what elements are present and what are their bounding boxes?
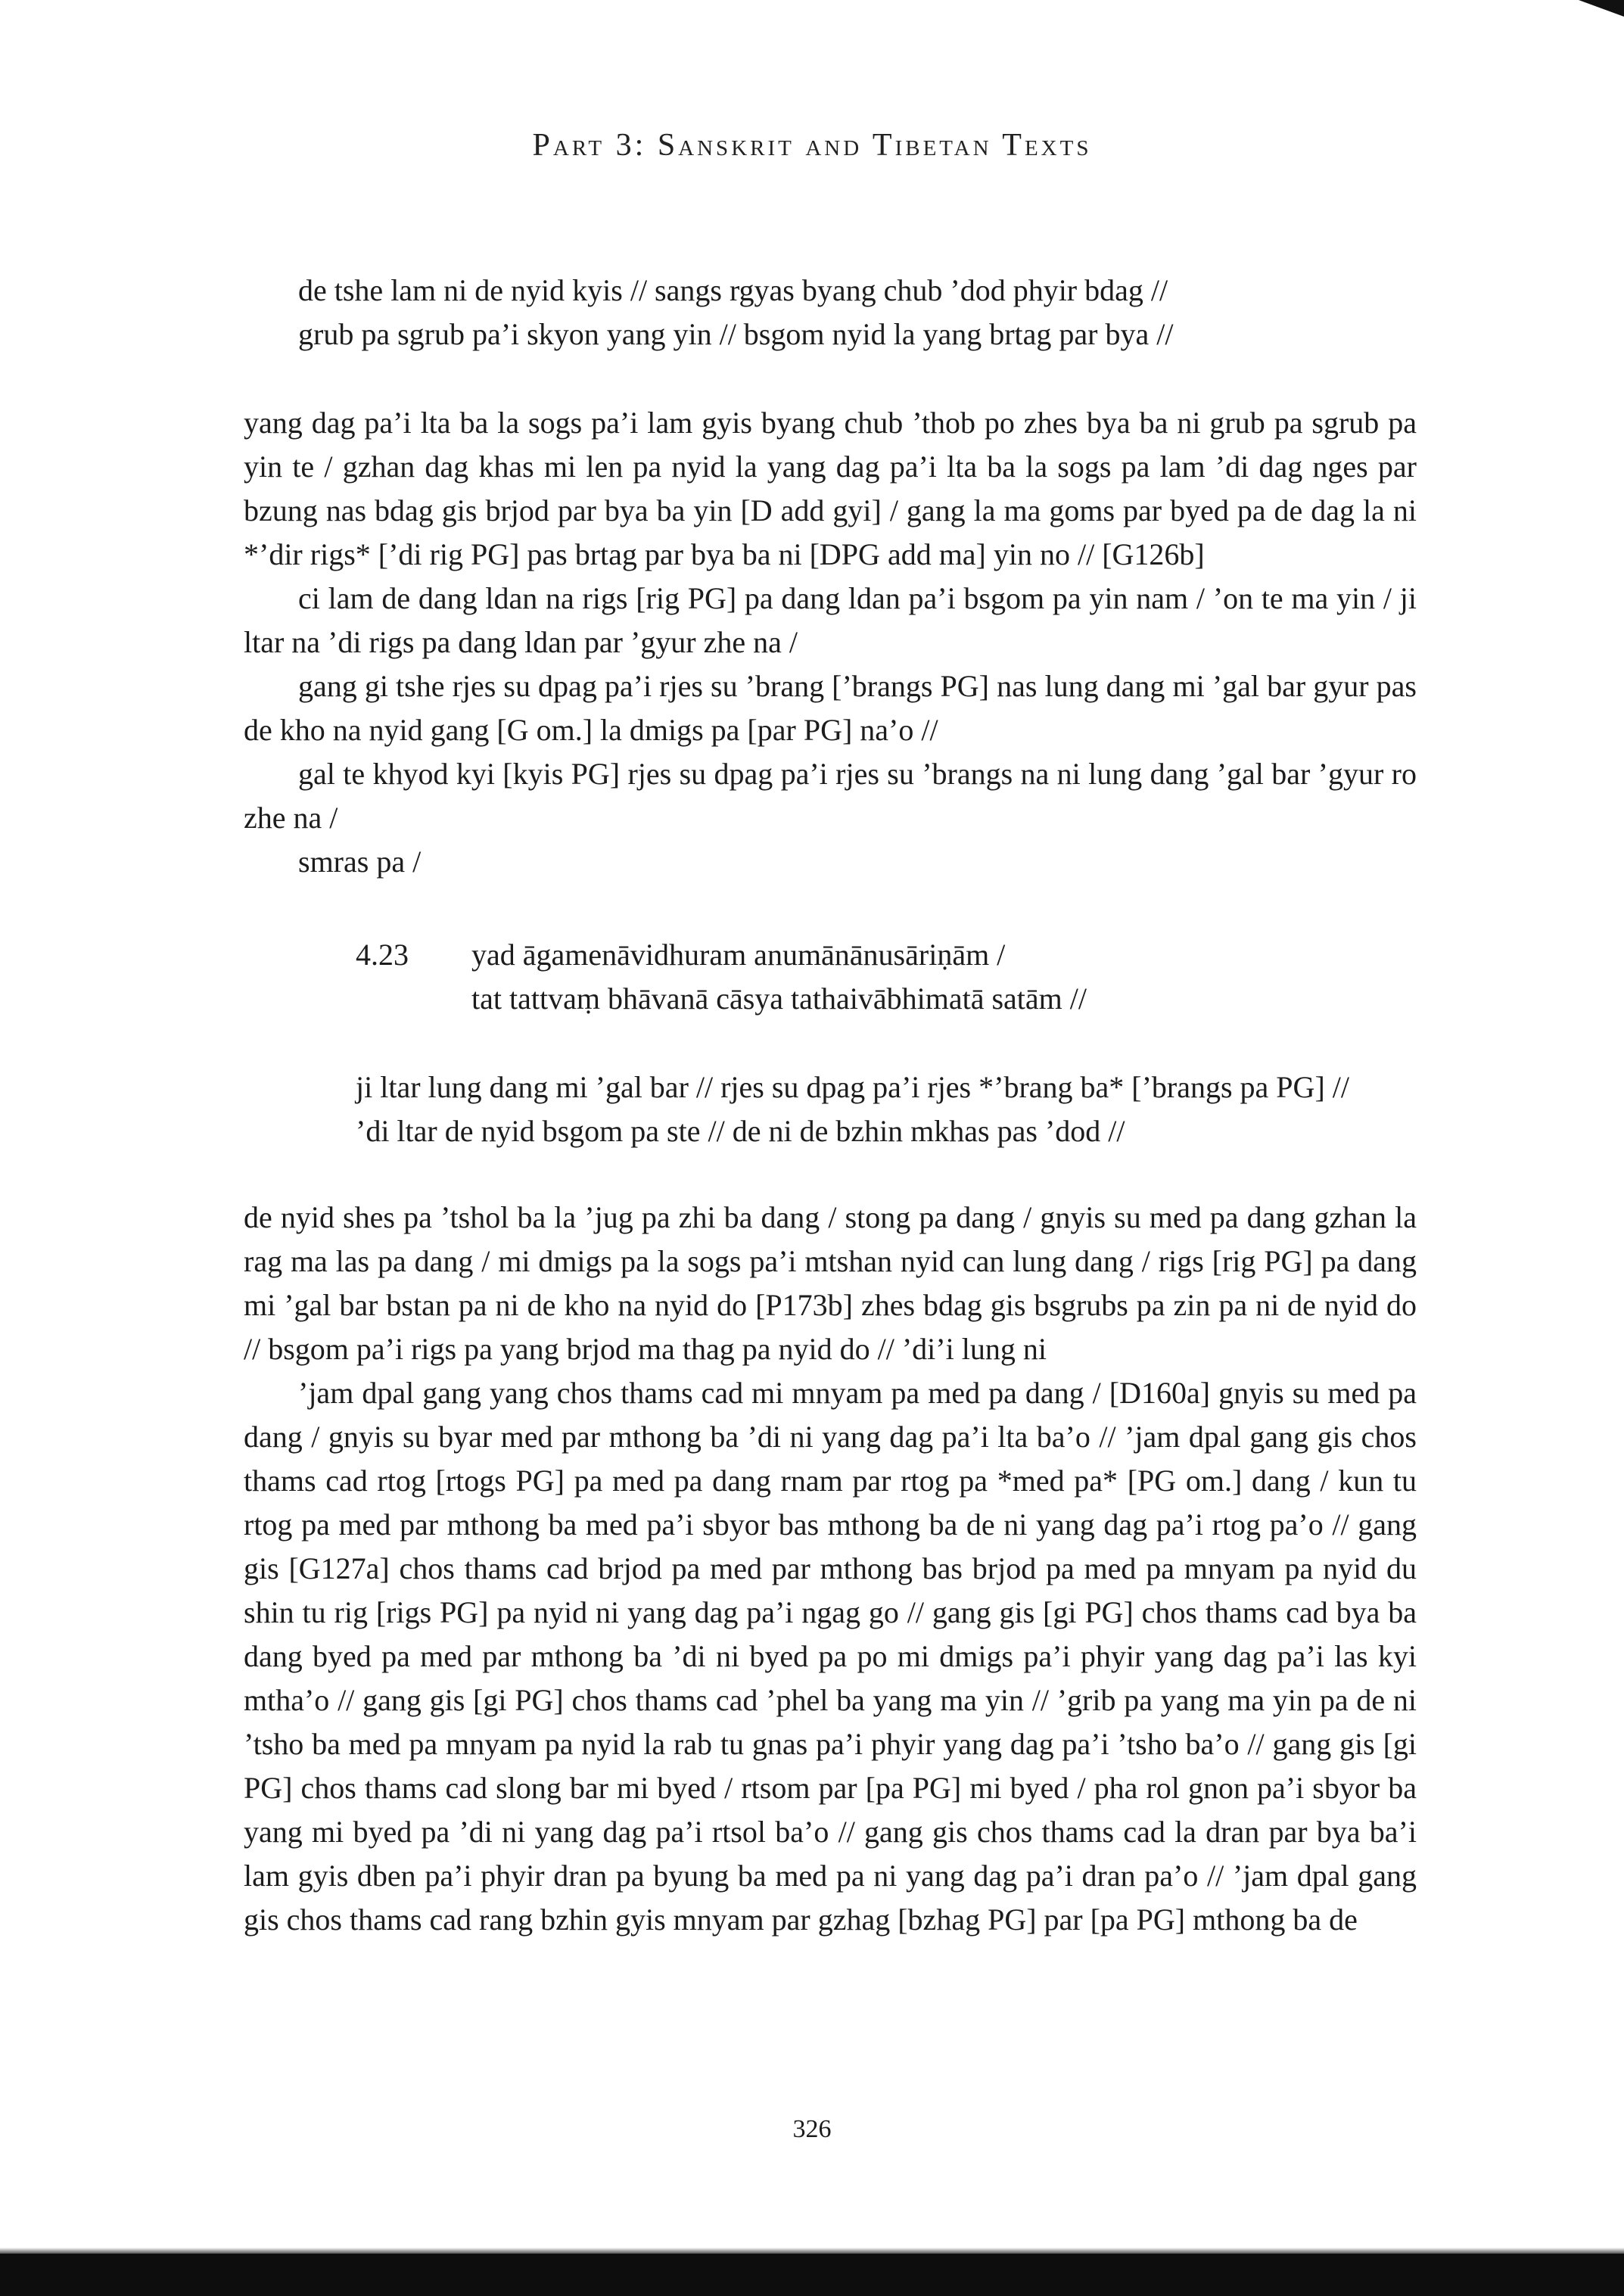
scan-border bbox=[0, 2254, 1624, 2296]
verse-mid bbox=[356, 1066, 1476, 1153]
verse-line: de tshe lam ni de nyid kyis // sangs rgyas byang chub ’dod phyir bdag // bbox=[298, 273, 1168, 307]
running-head: Part 3: Sanskrit and Tibetan Texts bbox=[532, 128, 1092, 163]
verse-line: ’di ltar de nyid bsgom pa ste // de ni de bzhin mkhas pas ’dod // bbox=[356, 1114, 1125, 1148]
verse-line: ji ltar lung dang mi ’gal bar // rjes su dpag pa’i rjes *’brang ba* [’brangs pa PG] // bbox=[356, 1070, 1349, 1104]
sanskrit-verse bbox=[356, 933, 1415, 1021]
paragraph: ’jam dpal gang yang chos thams cad mi mnyam pa med pa dang / [D160a] gnyis su med pa dang / gnyis su byar med par mthong ba ’di ni yang dag pa’i lta ba’o // ’jam dpal gang gis chos thams cad rtog [rtogs PG] pa med pa dang rnam par rtog pa *med pa* [PG om.] dang / kun tu rtog pa med par mthong ba med pa’i sbyor bas mthong ba de ni yang dag pa’i rtog pa’o // gang gis [G127a] chos thams cad brjod pa med par mthong bas brjod pa med pa mnyam pa nyid du shin tu rig [rigs PG] pa nyid ni yang dag pa’i ngag go // gang gis [gi PG] chos thams cad bya ba dang byed pa med par mthong ba ’di ni byed pa po mi dmigs pa’i phyir yang dag pa’i las kyi mtha’o // gang gis [gi PG] chos thams cad ’phel ba yang ma yin // ’grib pa yang ma yin pa de ni ’tsho ba med pa mnyam pa nyid la rab tu gnas pa’i phyir yang dag pa’i ’tsho ba’o // gang gis [gi PG] chos thams cad slong bar mi byed / rtsom par [pa PG] mi byed / pha rol gnon pa’i sbyor ba yang mi byed pa ’di ni yang dag pa’i rtsol ba’o // gang gis chos thams cad la dran par bya ba’i lam gyis dben pa’i phyir dran pa byung ba med pa ni yang dag pa’i dran pa’o // ’jam dpal gang gis chos thams cad rang bzhin gyis mnyam par gzhag [bzhag PG] par [pa PG] mthong ba de bbox=[244, 1376, 1417, 1937]
paragraph: ci lam de dang ldan na rigs [rig PG] pa dang ldan pa’i bsgom pa yin nam / ’on te ma yin / ji ltar na ’di rigs pa dang ldan par ’gyur zhe na / bbox=[244, 581, 1417, 659]
verse-number: 4.23 bbox=[356, 938, 409, 972]
verse-top bbox=[298, 269, 1418, 356]
sanskrit-line: yad āgamenāvidhuram anumānānusāriṇām / bbox=[471, 938, 1006, 972]
paragraph: de nyid shes pa ’tshol ba la ’jug pa zhi ba dang / stong pa dang / gnyis su med pa dang gzhan la rag ma las pa dang / mi dmigs pa la sogs pa’i mtshan nyid can lung dang / rigs [rig PG] pa dang mi ’gal bar bstan pa ni de kho na nyid do [P173b] zhes bdag gis bsgrubs pa zin pa ni de nyid do // bsgom pa’i rigs pa yang brjod ma thag pa nyid do // ’di’i lung ni bbox=[244, 1200, 1417, 1366]
paragraph: smras pa / bbox=[298, 845, 422, 879]
paragraph: gal te khyod kyi [kyis PG] rjes su dpag pa’i rjes su ’brangs na ni lung dang ’gal bar ’gyur ro zhe na / bbox=[244, 757, 1417, 835]
sanskrit-line: tat tattvaṃ bhāvanā cāsya tathaivābhimatā satām // bbox=[471, 982, 1087, 1016]
body-section-b bbox=[244, 1196, 1417, 1942]
verse-line: grub pa sgrub pa’i skyon yang yin // bsgom nyid la yang brtag par bya // bbox=[298, 317, 1174, 351]
paragraph: gang gi tshe rjes su dpag pa’i rjes su ’brang [’brangs PG] nas lung dang mi ’gal bar gyur pas de kho na nyid gang [G om.] la dmigs pa [par PG] na’o // bbox=[244, 669, 1417, 747]
body-section-a bbox=[244, 401, 1417, 884]
page-number: 326 bbox=[792, 2115, 832, 2143]
page-corner-mark bbox=[1579, 0, 1624, 17]
paragraph: yang dag pa’i lta ba la sogs pa’i lam gyis byang chub ’thob po zhes bya ba ni grub pa sgrub pa yin te / gzhan dag khas mi len pa nyid la yang dag pa’i lta ba la sogs pa lam ’di dag nges par bzung nas bdag gis brjod par bya ba yin [D add gyi] / gang la ma goms par byed pa de dag la ni *’dir rigs* [’di rig PG] pas brtag par bya ba ni [DPG add ma] yin no // [G126b] bbox=[244, 406, 1417, 571]
